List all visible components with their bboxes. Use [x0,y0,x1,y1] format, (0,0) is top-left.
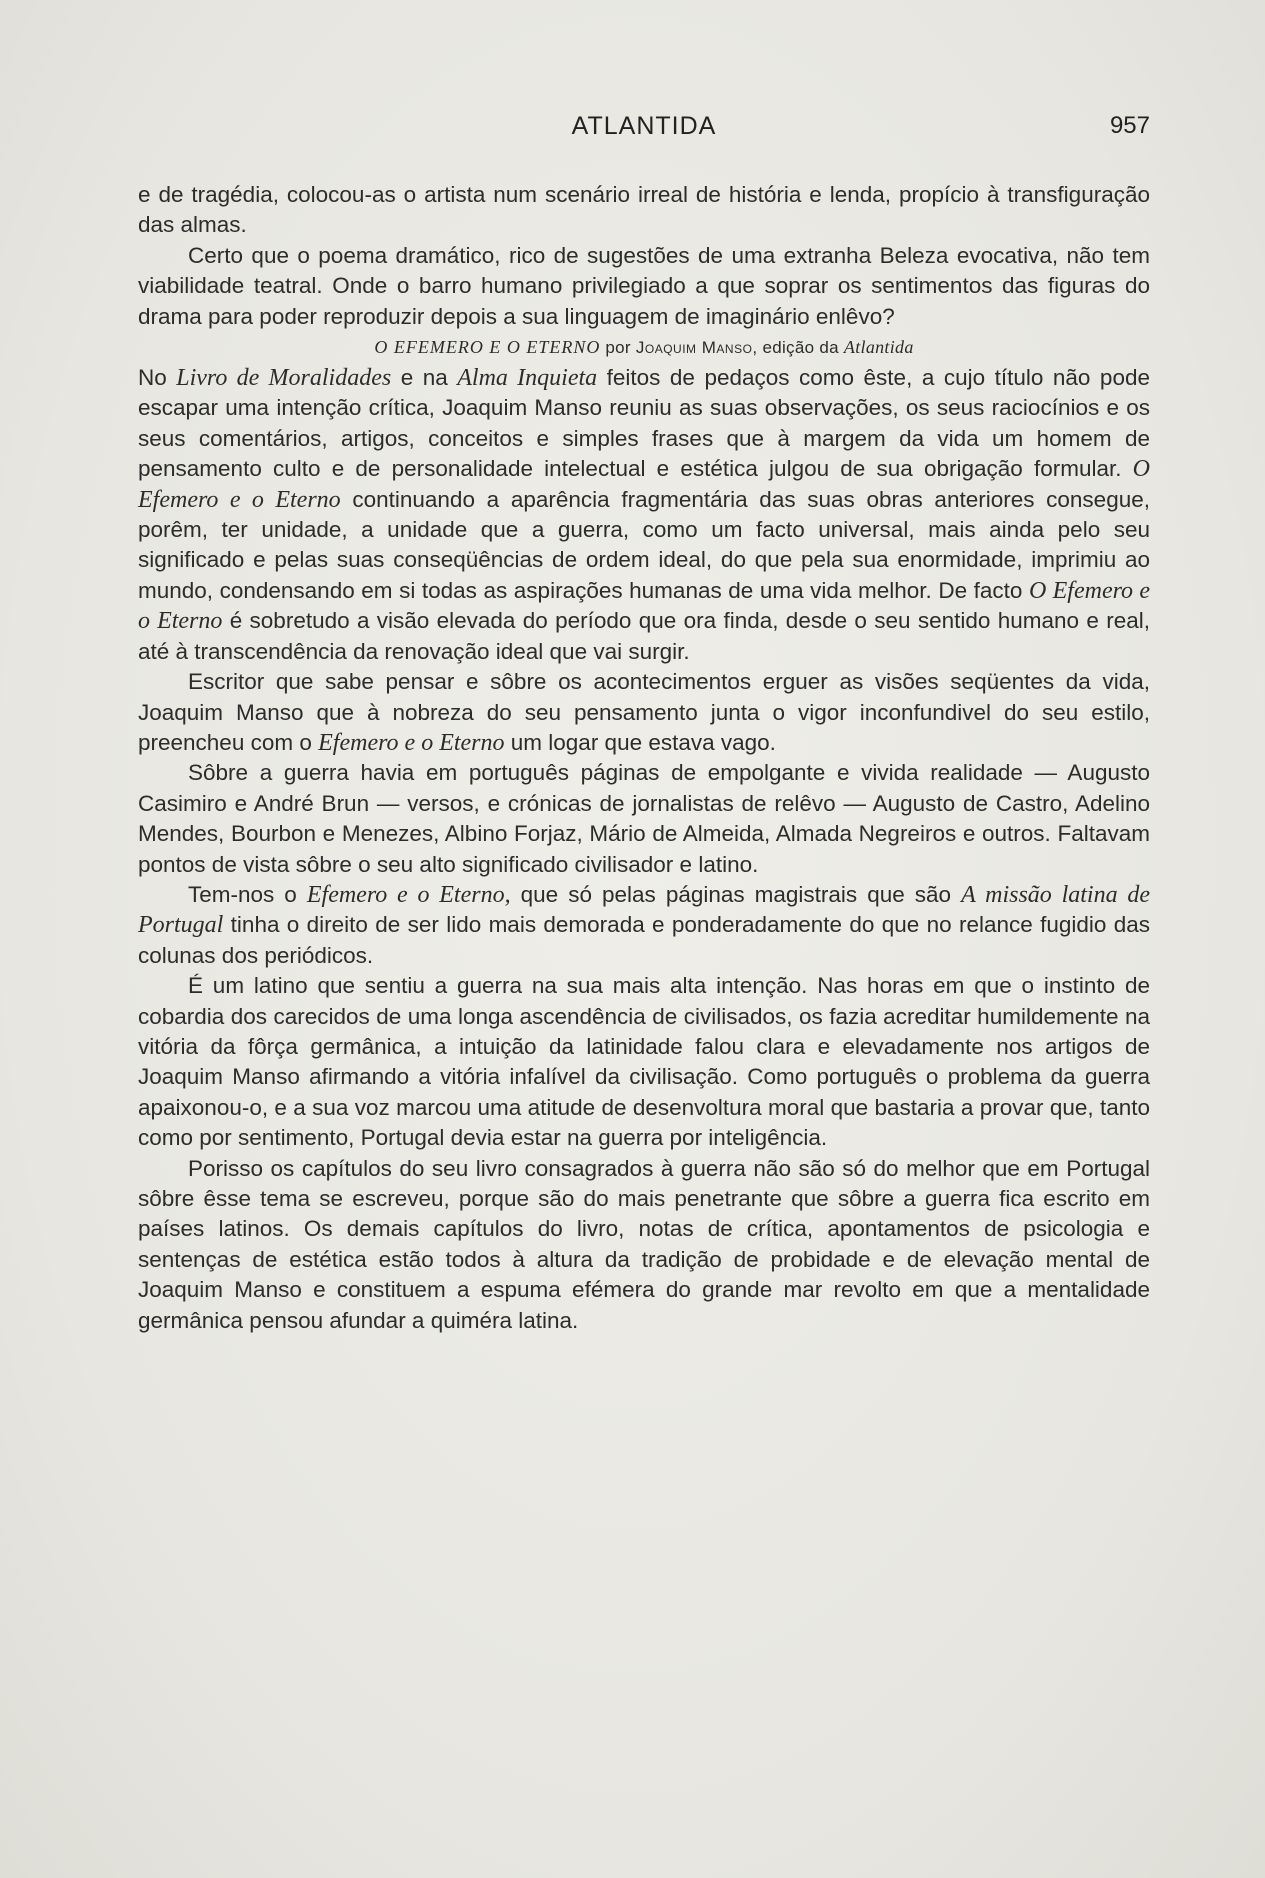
running-title: ATLANTIDA [571,112,717,140]
paragraph-writer [138,667,1150,758]
review-by: por [600,338,636,358]
review-heading [138,332,1150,363]
book-title-efemero: O Efemero e o Eterno [138,456,1150,513]
text-run: Escritor que sabe pensar e sôbre os acontecimentos erguer as visões seqüentes da vida, Joaquim Manso que à nobreza do seu pensamento junta o vigor inconfundivel do seu estilo, preencheu com o [138,669,1150,755]
paragraph-war-writings: Sôbre a guerra havia em português páginas de empolgante e vivida realidade — Augusto Casimiro e André Brun — versos, e crónicas de jornalistas de relêvo — Augusto de Castro, Adelino Mendes, Bourbon e Menezes, Albino Forjaz, Mário de Almeida, Almada Negreiros e outros. Faltavam pontos de vista sôbre o seu alto significado civilisador e latino. [138,760,1150,877]
text-run: e na [391,365,458,391]
text-run: continuando a aparência fragmentária das suas obras anteriores consegue, porêm, ter unidade, a unidade que a guerra, como um facto universal, mais ainda pelo seu significado e pelas suas conseqüências de ordem ideal, do que pela sua enormidade, imprimiu ao mundo, condensando em si todas as aspirações humanas de uma vida melhor. De facto [138,486,1150,603]
review-publisher: Atlantida [843,337,914,358]
review-work-title: O EFEMERO E O ETERNO [374,337,601,358]
book-title-efemero: Efemero e o Eterno, [306,881,511,908]
text-run: que só pelas páginas magistrais que são [510,881,962,907]
book-title-efemero: Efemero e o Eterno [318,729,505,756]
paragraph-review-intro [138,363,1150,667]
text-run: No [138,365,177,391]
text-run: um logar que estava vago. [504,729,776,755]
text-run: é sobretudo a visão elevada do período que ora finda, desde o seu sentido humano e real, até à transcendência da renovação ideal que vai surgir. [138,608,1150,664]
paragraph-conclusion: Porisso os capítulos do seu livro consagrados à guerra não são só do melhor que em Portugal sôbre êsse tema se escreveu, porque são do mais penetrante que sôbre a guerra fica escrito em países latinos. Os demais capítulos do livro, notas de crítica, apontamentos de psicologia e sentenças de estética estão todos à altura da tradição de probidade e de elevação mental de Joaquim Manso e constituem a espuma efémera do grande mar revolto em que a mentalidade germânica pensou afundar a quiméra latina. [138,1155,1150,1333]
page-number: 957 [1109,112,1150,139]
paragraph-latin-mission [138,880,1150,971]
review-author: Joaquim Manso [635,338,753,358]
book-title-alma-inquieta: Alma Inquieta [457,365,598,392]
book-title-efemero: O Efemero e o Eterno [138,577,1151,635]
book-title-livro-de-moralidades: Livro de Moralidades [176,365,392,392]
running-head [138,112,1150,152]
article-text [138,180,1150,1336]
text-run: Tem-nos o [188,881,307,907]
chapter-title-missao-latina: A missão latina de Portugal [138,881,1151,939]
text-run: tinha o direito de ser lido mais demorada e ponderadamente do que no relance fugidio das colunas dos periódicos. [138,912,1150,968]
paragraph-latino: É um latino que sentiu a guerra na sua mais alta intenção. Nas horas em que o instinto de cobardia dos carecidos de uma longa ascendência de civilisados, os fazia acreditar humildemente na vitória da fôrça germânica, a intuição da latinidade falou clara e elevadamente nos artigos de Joaquim Manso afirmando a vitória infalível da civilisação. Como português o problema da guerra apaixonou-o, e a sua voz marcou uma atitude de desenvoltura moral que bastaria a provar que, tanto como por sentimento, Portugal devia estar na guerra por inteligência. [138,973,1150,1151]
review-edition: , edição da [752,338,844,358]
paragraph-continuation: e de tragédia, colocou-as o artista num scenário irreal de história e lenda, propício à transfiguração das almas. [138,182,1150,238]
paragraph-dramatic-poem: Certo que o poema dramático, rico de sugestões de uma extranha Beleza evocativa, não tem viabilidade teatral. Onde o barro humano privilegiado a que soprar os sentimentos das figuras do drama para poder reproduzir depois a sua linguagem de imaginário enlêvo? [138,242,1150,329]
text-run: feitos de pedaços como êste, a cujo título não pode escapar uma intenção crítica, Joaquim Manso reuniu as suas observações, os seus raciocínios e os seus comentários, artigos, conceitos e simples frases que à margem da vida um homem de pensamento culto e de personalidade intelectual e estética julgou de sua obrigação formular. [138,365,1150,482]
